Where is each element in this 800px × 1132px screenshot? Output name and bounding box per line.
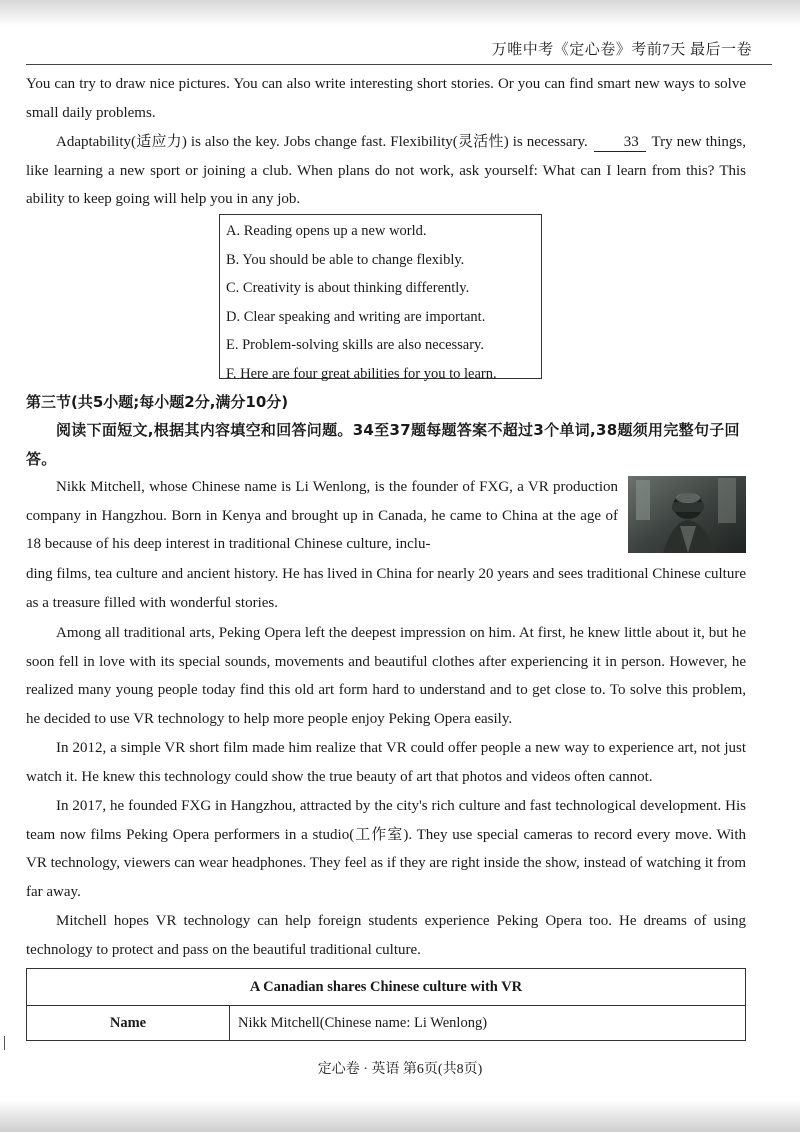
option-f[interactable]: F. Here are four great abilities for you to learn. xyxy=(226,365,497,382)
table-row xyxy=(27,1006,746,1041)
table-title: A Canadian shares Chinese culture with VR xyxy=(27,969,746,1006)
vr-headset-photo xyxy=(628,476,746,553)
section-title: 第三节(共5小题;每小题2分,满分10分) xyxy=(26,393,289,411)
photo-illustration xyxy=(628,476,746,553)
scan-edge-bottom xyxy=(0,1100,800,1132)
margin-mark xyxy=(4,1036,5,1050)
page-header: 万唯中考《定心卷》考前7天 最后一卷 xyxy=(491,42,752,58)
table-title-row xyxy=(27,969,746,1006)
blank-33[interactable]: 33 xyxy=(594,134,646,152)
table-row-label: Name xyxy=(27,1006,230,1041)
passage-paragraph-1: You can try to draw nice pictures. You can also write interesting short stories. Or you can find smart new ways to solve small daily problems. xyxy=(26,76,746,121)
article-paragraph-5: Mitchell hopes VR technology can help foreign students experience Peking Opera too. He dreams of using technology to protect and pass on the beautiful traditional culture. xyxy=(26,913,746,958)
article-paragraph-1b: ding films, tea culture and ancient history. He has lived in China for nearly 20 years and sees traditional Chinese culture as a treasure filled with wonderful stories. xyxy=(26,566,746,611)
paragraph-2-text-after: Try new things, like learning a new sport or joining a club. When plans do not work, ask yourself: What can I learn from this? This ability to keep going will help you in any job. xyxy=(26,134,747,207)
article-paragraph-4: In 2017, he founded FXG in Hangzhou, attracted by the city's rich culture and fast technological development. His team now films Peking Opera performers in a studio(工作室). They use special cameras to record every move. With VR technology, viewers can wear headphones. They feel as if they are right inside the show, instead of watching it from far away. xyxy=(26,798,746,900)
passage-paragraph-2 xyxy=(26,128,746,214)
article-paragraph-1a: Nikk Mitchell, whose Chinese name is Li Wenlong, is the founder of FXG, a VR production company in Hangzhou. Born in Kenya and brought up in Canada, he came to China at the age of 18 because of his deep interest in traditional Chinese culture, inclu- xyxy=(26,479,618,552)
table-row-value: Nikk Mitchell(Chinese name: Li Wenlong) xyxy=(230,1006,746,1041)
article-paragraph-2: Among all traditional arts, Peking Opera left the deepest impression on him. At first, he knew little about it, but he soon fell in love with its special sounds, movements and beautiful clothes after experiencing it in person. However, he realized many young people today find this old art form hard to understand and to get close to. To solve this problem, he decided to use VR technology to help more people enjoy Peking Opera easily. xyxy=(26,625,746,727)
page-footer: 定心卷 · 英语 第6页(共8页) xyxy=(317,1062,483,1077)
article-paragraph-3: In 2012, a simple VR short film made him realize that VR could offer people a new way to experience art, not just watch it. He knew this technology could show the true beauty of art that photos and videos often cannot. xyxy=(26,740,746,785)
option-c[interactable]: C. Creativity is about thinking differently. xyxy=(226,280,470,297)
options-box xyxy=(219,214,542,382)
paragraph-2-text-before: Adaptability(适应力) is also the key. Jobs change fast. Flexibility(灵活性) is necessary. xyxy=(56,134,588,150)
option-b[interactable]: B. You should be able to change flexibly. xyxy=(226,251,465,268)
header-rule xyxy=(26,64,772,65)
option-d[interactable]: D. Clear speaking and writing are important. xyxy=(226,308,486,325)
summary-table xyxy=(26,968,746,1041)
section-instructions: 阅读下面短文,根据其内容填空和回答问题。34至37题每题答案不超过3个单词,38题须用完整句子回答。 xyxy=(26,421,740,468)
option-e[interactable]: E. Problem-solving skills are also necessary. xyxy=(226,337,484,354)
option-a[interactable]: A. Reading opens up a new world. xyxy=(226,223,427,239)
scan-edge-top xyxy=(0,0,800,26)
